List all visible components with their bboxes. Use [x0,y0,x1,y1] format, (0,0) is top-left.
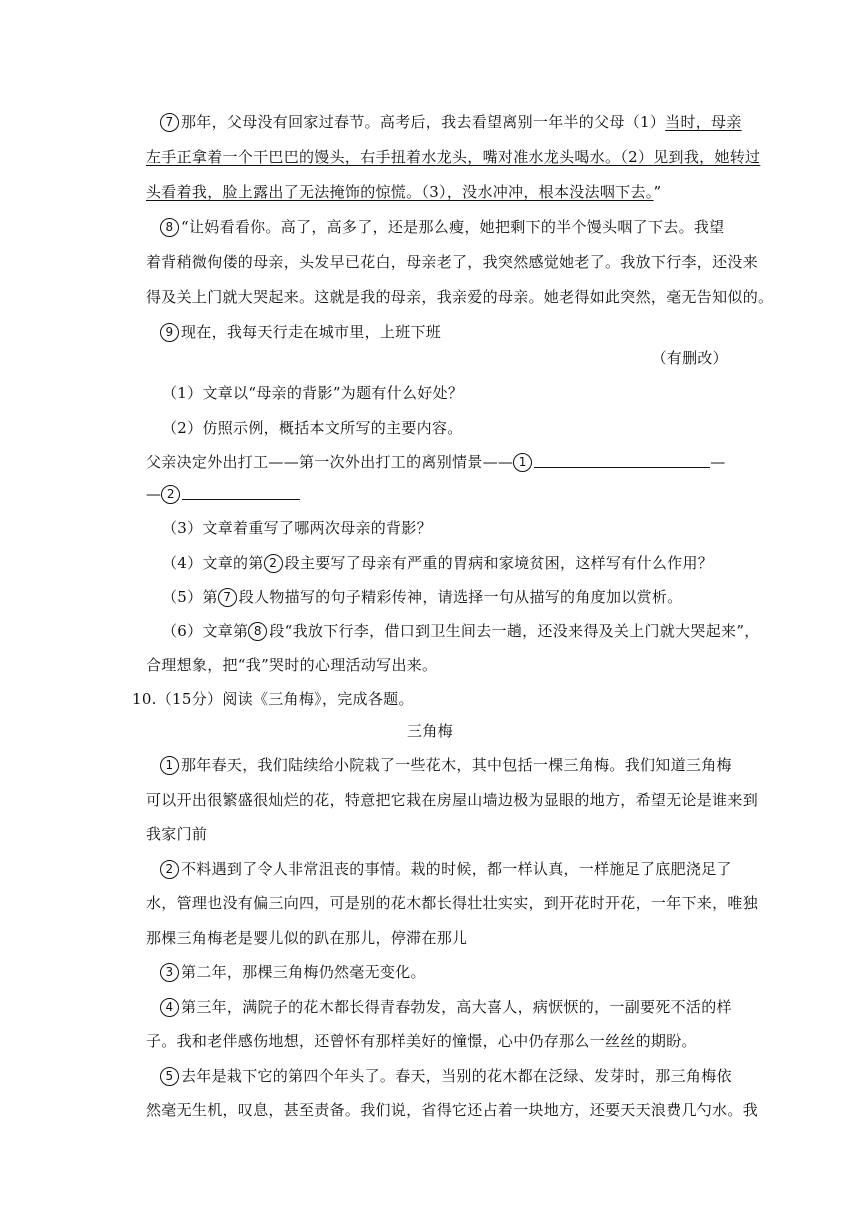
s10-p2-line-1: 2 不料遇到了令人非常沮丧的事情。栽的时候，都一样认真，一样施足了底肥浇足了 [160,859,732,879]
s10-p4-line-1: 4 第三年，满院子的花木都长得青春勃发，高大喜人，病恹恹的，一副要死不活的样 [160,997,732,1017]
p7-line-1: 7 那年，父母没有回家过春节。高考后，我去看望离别一年半的父母（1）当时，母亲 [160,112,742,132]
paragraph-ref-8: 8 [248,622,267,641]
paragraph-ref-7: 7 [218,588,237,607]
s10-p4-line-2: 子。我和老伴感伤地想，还曾怀有那样美好的憧憬，心中仍存那么一丝丝的期盼。 [146,1032,697,1050]
blank-number-1: 1 [513,453,532,472]
edited-note: （有删改） [651,349,728,367]
answer-blank-2[interactable] [182,485,300,500]
question-2: （2）仿照示例，概括本文所写的主要内容。 [162,419,463,437]
section-10-heading: 10.（15分）阅读《三角梅》，完成各题。 [132,690,414,708]
p7-line-3: 头看着我，脸上露出了无法掩饰的惊慌。（3），没水冲冲，根本没法咽下去。” [146,183,662,201]
paragraph-ref-2: 2 [264,554,283,573]
passage-title: 三角梅 [407,722,453,740]
question-3: （3）文章着重写了哪两次母亲的背影？ [162,519,432,537]
s10-p5-line-1: 5 去年是栽下它的第四个年头了。春天，当别的花木都在泛绿、发芽时，那三角梅依 [160,1066,732,1086]
s10-p1-line-2: 可以开出很繁盛很灿烂的花，特意把它栽在房屋山墙边极为显眼的地方，希望无论是谁来到 [146,791,759,809]
question-5: （5）第 7 段人物描写的句子精彩传神，请选择一句从描写的角度加以赏析。 [162,588,683,606]
s10-p3-line-1: 3 第二年，那棵三角梅仍然毫无变化。 [160,962,426,982]
paragraph-number-8: 8 [160,218,179,237]
s10-p1-line-1: 1 那年春天，我们陆续给小院栽了一些花木，其中包括一棵三角梅。我们知道三角梅 [160,755,732,775]
p7-line-2: 左手正拿着一个干巴巴的馒头，右手扭着水龙头，嘴对准水龙头喝水。（2）见到我，她转过 [146,148,761,166]
p8-line-1: 8 “让妈看看你。高了，高多了，还是那么瘦，她把剩下的半个馒头咽了下去。我望 [160,217,724,237]
answer-blank-1[interactable] [534,453,710,468]
question-6-line-2: 合理想象，把“我”哭时的心理活动写出来。 [146,656,438,674]
paragraph-number-9: 9 [160,323,179,342]
s10-p2-line-3: 那棵三角梅老是婴儿似的趴在那儿，停滞在那儿 [146,929,468,947]
paragraph-number-3: 3 [160,963,179,982]
p9-line-1: 9 现在，我每天行走在城市里，上班下班 [160,322,441,342]
question-2-example-line-2: — 2 [146,484,300,504]
p8-line-3: 得及关上门就大哭起来。这就是我的母亲，我亲爱的母亲。她老得如此突然，毫无告知似的。 [146,288,774,306]
paragraph-number-7: 7 [160,113,179,132]
paragraph-number-2: 2 [160,860,179,879]
question-1: （1）文章以“母亲的背影”为题有什么好处？ [162,384,464,402]
s10-p2-line-2: 水，管理也没有偏三向四，可是别的花木都长得壮壮实实，到开花时开花，一年下来，唯独 [146,894,759,912]
paragraph-number-4: 4 [160,998,179,1017]
question-2-example-line-1: 父亲决定外出打工——第一次外出打工的离别情景—— 1 — [146,453,726,471]
question-4: （4）文章的第 2 段主要写了母亲有严重的胃病和家境贫困，这样写有什么作用？ [162,554,714,572]
question-6-line-1: （6）文章第 8 段“我放下行李，借口到卫生间去一趟，还没来得及关上门就大哭起来”， [162,622,760,640]
blank-number-2: 2 [161,485,180,504]
s10-p5-line-2: 然毫无生机，叹息，甚至责备。我们说，省得它还占着一块地方，还要天天浪费几勺水。我 [146,1101,759,1119]
paragraph-number-1: 1 [160,756,179,775]
s10-p1-line-3: 我家门前 [146,825,208,843]
paragraph-number-5: 5 [160,1067,179,1086]
p8-line-2: 着背稍微佝偻的母亲，头发早已花白，母亲老了，我突然感觉她老了。我放下行李，还没来 [146,253,759,271]
